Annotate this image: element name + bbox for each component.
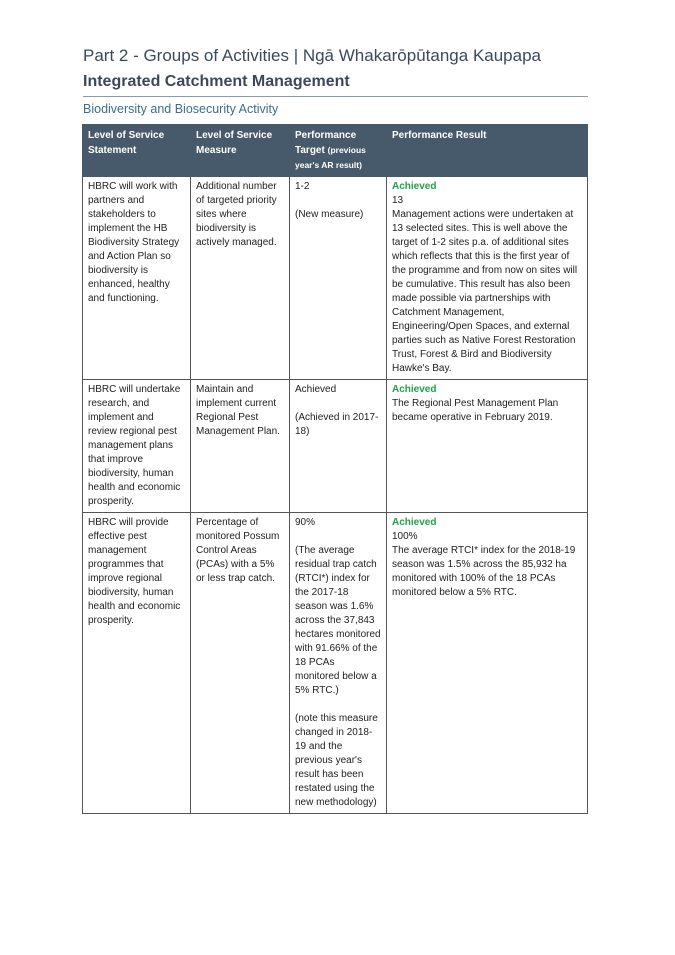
target-detail: (The average residual trap catch (RTCI*) index for the 2017-18 season was 1.6% across the 37,843 hectares monitored with 91.66% of the 18 PCAs monitored below a 5% RTC.)	[295, 545, 381, 696]
result-text: The Regional Pest Management Plan became operative in February 2019.	[392, 398, 559, 423]
header-measure: Level of Service Measure	[191, 125, 290, 177]
header-statement: Level of Service Statement	[83, 125, 191, 177]
target-value: 1-2	[295, 181, 310, 192]
target-detail: (New measure)	[295, 209, 364, 220]
table-row	[83, 513, 588, 814]
header-target-note: (previous year's AR result)	[295, 145, 366, 170]
result-cell	[387, 513, 588, 814]
page-title: Part 2 - Groups of Activities | Ngā Whakarōpūtanga Kaupapa	[83, 46, 542, 65]
header-target	[290, 125, 387, 177]
measure-cell: Percentage of monitored Possum Control Areas (PCAs) with a 5% or less trap catch.	[191, 513, 290, 814]
target-value: 90%	[295, 517, 316, 528]
statement-cell: HBRC will provide effective pest management programmes that improve regional biodiversity, human health and economic prosperity.	[83, 513, 191, 814]
result-value: 100%	[392, 531, 418, 542]
target-note: (note this measure changed in 2018-19 and the previous year's result has been restated using the new methodology)	[295, 713, 378, 808]
result-text: Management actions were undertaken at 13 selected sites. This is well above the target of 1-2 sites p.a. of additional sites which reflects that this is the first year of the programme and from now on sites will be cumulative. This result has also been made possible via partnerships with Catchment Management, Engineering/Open Spaces, and external parties such as Native Forest Restoration Trust, Forest & Bird and Biodiversity Hawke's Bay.	[392, 209, 578, 374]
target-cell	[290, 177, 387, 380]
activity-title: Biodiversity and Biosecurity Activity	[83, 102, 279, 116]
result-value: 13	[392, 195, 404, 206]
result-status: Achieved	[392, 384, 437, 395]
result-status: Achieved	[392, 517, 437, 528]
table-row	[83, 177, 588, 380]
target-value: Achieved	[295, 384, 337, 395]
measure-cell: Maintain and implement current Regional Pest Management Plan.	[191, 380, 290, 513]
measure-cell: Additional number of targeted priority sites where biodiversity is actively managed.	[191, 177, 290, 380]
header-target-label: Performance Target	[295, 130, 357, 156]
result-status: Achieved	[392, 181, 437, 192]
target-detail: (Achieved in 2017-18)	[295, 412, 379, 437]
section-title: Integrated Catchment Management	[83, 73, 350, 90]
table-header-row	[83, 125, 588, 177]
table-row	[83, 380, 588, 513]
target-cell	[290, 513, 387, 814]
result-text: The average RTCI* index for the 2018-19 season was 1.5% across the 85,932 ha monitored with 100% of the 18 PCAs monitored below a 5% RTC.	[392, 545, 576, 598]
result-cell	[387, 380, 588, 513]
performance-table	[82, 124, 588, 814]
target-cell	[290, 380, 387, 513]
header-result: Performance Result	[387, 125, 588, 177]
result-cell	[387, 177, 588, 380]
statement-cell: HBRC will work with partners and stakeholders to implement the HB Biodiversity Strategy and Action Plan so biodiversity is enhanced, healthy and functioning.	[83, 177, 191, 380]
section-divider	[83, 96, 588, 97]
statement-cell: HBRC will undertake research, and implement and review regional pest management plans that improve biodiversity, human health and economic prosperity.	[83, 380, 191, 513]
